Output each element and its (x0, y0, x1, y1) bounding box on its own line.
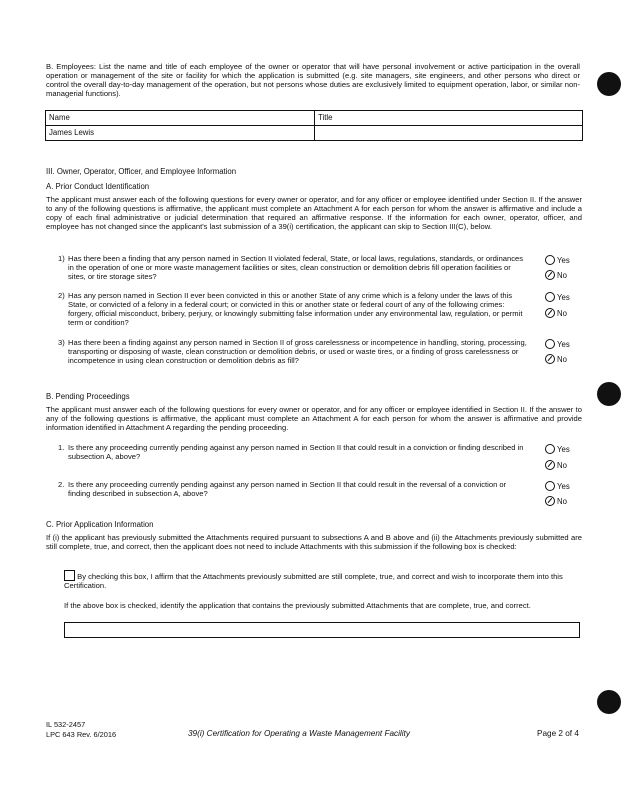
radio-checked-icon[interactable] (545, 308, 555, 318)
radio-checked-icon[interactable] (545, 496, 555, 506)
pending-q1-yes-option[interactable]: Yes (545, 444, 570, 454)
binder-hole-bottom (597, 690, 621, 714)
employees-table (45, 110, 583, 141)
q2-no-option[interactable]: No (545, 308, 567, 318)
identify-application-text: If the above box is checked, identify the application that contains the previously submitted Attachments that are complete, true, and correct. (64, 601, 531, 610)
q3-no-option[interactable]: No (545, 354, 567, 364)
q2-yes-option[interactable]: Yes (545, 292, 570, 302)
pending-proceedings-heading: B. Pending Proceedings (46, 392, 130, 401)
q1-no-option[interactable]: No (545, 270, 567, 280)
prior-conduct-heading: A. Prior Conduct Identification (46, 182, 150, 191)
pending-q1-no-option[interactable]: No (545, 460, 567, 470)
form-revision: LPC 643 Rev. 6/2016 (46, 730, 117, 739)
employees-label: B. Employees: (46, 62, 96, 71)
radio-yes-icon[interactable] (545, 339, 555, 349)
prior-application-intro: If (i) the applicant has previously submitted the Attachments required pursuant to subsections A and B above and (ii) the Attachments previously submitted are still complete, true, and correct, then the applicant does not need to include Attachments with this submission if the following box is checked: (46, 533, 582, 552)
employee-title-cell[interactable] (315, 126, 583, 141)
q3-yes-option[interactable]: Yes (545, 339, 570, 349)
prior-conduct-question-3: 3) Has there been a finding against any person named in Section II of gross carelessness or incompetence in handling, storing, processing, transporting or disposing of waste, clean construction or demolition debris, or used or waste tires, or a finding of gross carelessness or incompetence in using clean construction or demolition debris as fill? (58, 338, 527, 366)
employees-instructions (46, 62, 580, 98)
binder-hole-middle (597, 382, 621, 406)
pending-question-1: 1. Is there any proceeding currently pending against any person named in Section II that could result in a conviction or finding described in subsection A, above? (58, 443, 524, 462)
pending-proceedings-intro: The applicant must answer each of the following questions for every owner or operator, and for any officer or employee identified in Section II. If the answer to any of the following questions is affirmative, the applicant must complete an Attachment A for each person for whom the answer is affirmative and provide information identified in Attachment A regarding the pending proceeding. (46, 405, 582, 433)
attachments-checkbox[interactable] (64, 570, 75, 581)
pending-q2-yes-option[interactable]: Yes (545, 481, 570, 491)
prior-application-heading: C. Prior Application Information (46, 520, 154, 529)
radio-yes-icon[interactable] (545, 255, 555, 265)
employee-name-cell[interactable]: James Lewis (46, 126, 315, 141)
employees-text: List the name and title of each employee of the owner or operator that will have personal involvement or active participation in the overall operation or management of the site or facility for which the application is submitted (e.g. site managers, site engineers, and other persons who direct or control the overall day-to-day management of the operation, but not persons whose duties are exclusively limited to equipment operation, labor, or similar non-managerial functions). (46, 62, 580, 99)
section-iii-heading: III. Owner, Operator, Officer, and Employee Information (46, 167, 237, 176)
radio-yes-icon[interactable] (545, 292, 555, 302)
identify-application-input[interactable] (64, 622, 580, 638)
radio-yes-icon[interactable] (545, 481, 555, 491)
q1-yes-option[interactable]: Yes (545, 255, 570, 265)
pending-q2-no-option[interactable]: No (545, 496, 567, 506)
col-title-header: Title (315, 111, 583, 126)
binder-hole-top (597, 72, 621, 96)
employees-table-header (46, 111, 583, 126)
page-number: Page 2 of 4 (537, 729, 579, 738)
radio-checked-icon[interactable] (545, 270, 555, 280)
radio-yes-icon[interactable] (545, 444, 555, 454)
radio-checked-icon[interactable] (545, 354, 555, 364)
col-name-header: Name (46, 111, 315, 126)
pending-question-2: 2. Is there any proceeding currently pending against any person named in Section II that could result in the reversal of a conviction or finding described in subsection A, above? (58, 480, 507, 499)
prior-conduct-question-1: 1) Has there been a finding that any person named in Section II violated federal, State, or local laws, regulations, standards, or ordinances in the operation of one or more waste management facilities or sites, clean construction or demolition debris fill operation facilities or sites, or tire storage sites? (58, 254, 524, 282)
radio-checked-icon[interactable] (545, 460, 555, 470)
prior-conduct-question-2: 2) Has any person named in Section II ever been convicted in this or another State of any crime which is a felony under the laws of this State, or convicted of a felony in a federal court; or convicted in this or another state or federal court of any of the following crimes: forgery, official misconduct, bribery, perjury, or knowingly submitting false information under any environmental law, regulation, or permit term or condition? (58, 291, 523, 328)
attachments-checkbox-label: By checking this box, I affirm that the Attachments previously submitted are still complete, true, and correct and wish to incorporate them into this Certification. (64, 572, 563, 591)
table-row (46, 126, 583, 141)
form-code: IL 532-2457 (46, 720, 86, 729)
attachments-checkbox-row (64, 570, 584, 590)
prior-conduct-intro: The applicant must answer each of the following questions for every owner or operator, and for any officer or employee identified under Section II. If the answer to any of the following questions is affirmative, the applicant must complete an Attachment A for each person for whom the answer is affirmative and include a copy of each final administrative or judicial determination that required an affirmative response. If the information for each owner, operator, officer, and employee has not changed since the applicant's last submission of a 39(i) certification, the applicant can skip to Section III(C), below. (46, 195, 582, 232)
form-title-footer: 39(i) Certification for Operating a Waste Management Facility (188, 729, 410, 738)
